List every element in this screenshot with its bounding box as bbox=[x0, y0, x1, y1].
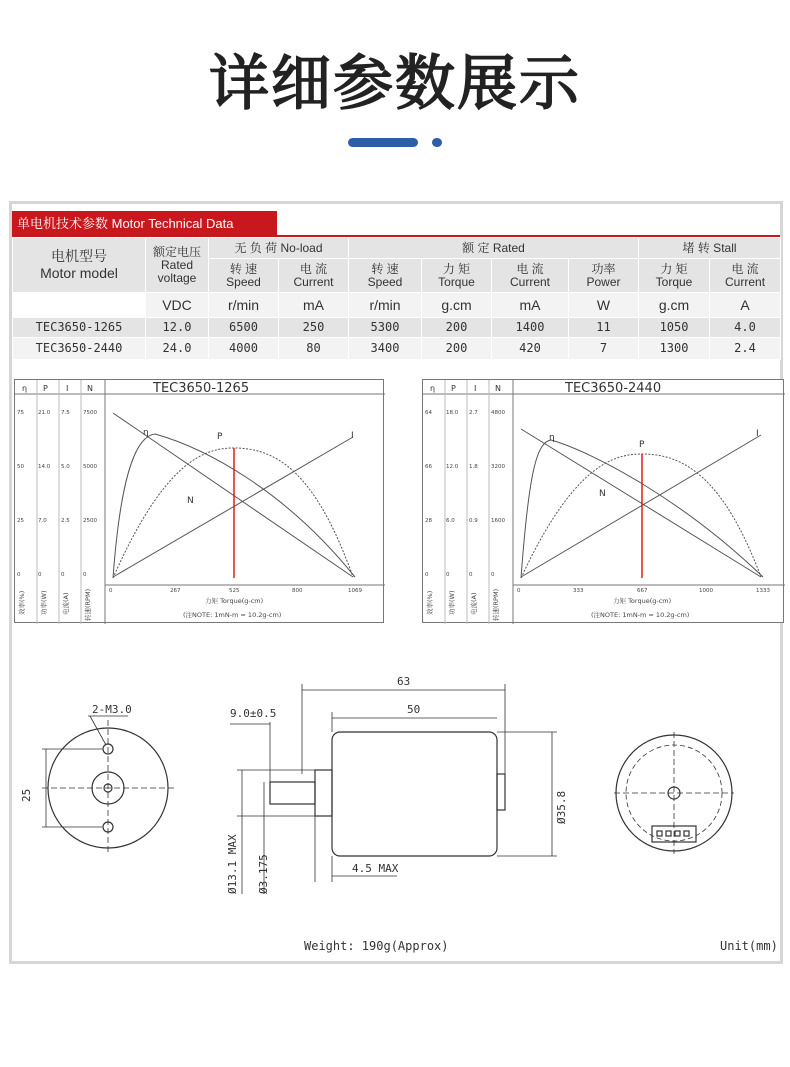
connector-pin bbox=[657, 831, 662, 836]
tick-label: 4800 bbox=[491, 410, 505, 416]
tick-label: 14.0 bbox=[38, 464, 51, 470]
front-boss bbox=[315, 770, 332, 816]
curve-label: P bbox=[639, 440, 645, 450]
scale-ticks bbox=[17, 410, 97, 578]
tick-label: 18.0 bbox=[446, 410, 459, 416]
model-header-en: Motor model bbox=[40, 265, 118, 281]
unit-cell: r/min bbox=[209, 293, 279, 318]
table-cell: 5300 bbox=[349, 318, 422, 338]
scale-head: I bbox=[474, 384, 477, 393]
scale-head: η bbox=[430, 384, 436, 393]
unit-cell: r/min bbox=[349, 293, 422, 318]
axis-label: 电流(A) bbox=[62, 592, 70, 615]
connector-pin bbox=[684, 831, 689, 836]
speed-line bbox=[521, 429, 761, 577]
weight-note: Weight: 190g(Approx) bbox=[304, 939, 449, 953]
rated-group-header: 额 定 Rated bbox=[349, 238, 639, 259]
tick-label: 7500 bbox=[83, 410, 97, 416]
col-header-en: Speed bbox=[226, 274, 261, 289]
tick-label: 66 bbox=[425, 464, 432, 470]
curve-label: I bbox=[351, 431, 354, 441]
table-row bbox=[13, 318, 781, 338]
unit-cell: mA bbox=[492, 293, 569, 318]
x-axis-label: 力矩 Torque(g-cm) bbox=[613, 597, 672, 605]
tick-label: 0 bbox=[469, 572, 473, 578]
performance-graph-2 bbox=[422, 379, 784, 623]
spec-panel bbox=[9, 201, 783, 964]
col-header-en: Speed bbox=[367, 274, 403, 289]
table-row bbox=[13, 338, 781, 360]
rear-view bbox=[614, 732, 734, 854]
x-tick: 1333 bbox=[756, 588, 770, 594]
table-cell: 11 bbox=[569, 318, 639, 338]
tick-label: 5000 bbox=[83, 464, 97, 470]
unit-cell: VDC bbox=[146, 293, 209, 318]
col-header bbox=[209, 259, 279, 293]
diameter-label: Ø35.8 bbox=[555, 790, 568, 824]
axis-label: 功率(W) bbox=[40, 590, 48, 615]
col-header bbox=[422, 259, 492, 293]
stall-group-header: 堵 转 Stall bbox=[639, 238, 781, 259]
model-header bbox=[13, 238, 146, 293]
tick-label: 12.0 bbox=[446, 464, 459, 470]
col-header-en: Current bbox=[509, 274, 550, 289]
axis-label: 效率(%) bbox=[18, 590, 26, 615]
table-cell: 200 bbox=[422, 318, 492, 338]
tick-label: 7.5 bbox=[61, 410, 70, 416]
table-cell: 4.0 bbox=[710, 318, 781, 338]
dimension-drawing bbox=[12, 654, 780, 964]
table-cell: 250 bbox=[279, 318, 349, 338]
tick-label: 0 bbox=[17, 572, 21, 578]
unit-cell: mA bbox=[279, 293, 349, 318]
x-tick: 667 bbox=[637, 588, 648, 594]
unit-cell: g.cm bbox=[639, 293, 710, 318]
table-cell: 6500 bbox=[209, 318, 279, 338]
rated-voltage-en1: Rated bbox=[160, 257, 194, 272]
tick-label: 2.5 bbox=[61, 518, 70, 524]
table-cell: TEC3650-2440 bbox=[13, 338, 146, 360]
performance-graph-1-svg bbox=[15, 380, 385, 624]
curve-label: η bbox=[549, 433, 555, 443]
spec-header: 单电机技术参数 Motor Technical Data bbox=[12, 211, 277, 237]
curve-label: N bbox=[187, 496, 194, 506]
table-cell: 2.4 bbox=[710, 338, 781, 360]
curve-label: P bbox=[217, 432, 223, 442]
unit-note: Unit(mm) bbox=[720, 939, 778, 953]
performance-graph-2-svg bbox=[423, 380, 785, 624]
col-header-cn: 转 速 bbox=[371, 261, 399, 276]
boss-diameter-label: Ø13.1 MAX bbox=[226, 834, 239, 894]
col-header-en: Torque bbox=[655, 274, 693, 289]
col-header-cn: 功率 bbox=[591, 261, 616, 276]
graph-note: (注NOTE: 1mN-m = 10.2g-cm) bbox=[183, 611, 282, 619]
x-ticks bbox=[109, 588, 362, 594]
table-cell: 12.0 bbox=[146, 318, 209, 338]
table-cell: TEC3650-1265 bbox=[13, 318, 146, 338]
tick-label: 5.0 bbox=[61, 464, 70, 470]
scale-head: P bbox=[451, 384, 456, 393]
tick-label: 1600 bbox=[491, 518, 505, 524]
performance-graph-1 bbox=[14, 379, 384, 623]
current-line bbox=[521, 435, 761, 577]
x-tick: 1000 bbox=[699, 588, 713, 594]
table-cell: 200 bbox=[422, 338, 492, 360]
table-cell: 80 bbox=[279, 338, 349, 360]
current-line bbox=[113, 437, 353, 577]
table-cell: 1300 bbox=[639, 338, 710, 360]
col-header-en: Torque bbox=[438, 274, 475, 289]
unit-spacer bbox=[13, 293, 146, 318]
front-view bbox=[42, 716, 174, 854]
model-header-cn: 电机型号 bbox=[51, 248, 107, 264]
rated-voltage-cn: 额定电压 bbox=[152, 244, 201, 259]
scale-head: N bbox=[495, 384, 501, 393]
tick-label: 2500 bbox=[83, 518, 97, 524]
rear-length-label: 4.5 MAX bbox=[352, 862, 399, 875]
curve-label: N bbox=[599, 489, 606, 499]
scale-head: I bbox=[66, 384, 69, 393]
tick-label: 0 bbox=[491, 572, 495, 578]
x-tick: 1069 bbox=[348, 588, 362, 594]
scale-head: P bbox=[43, 384, 48, 393]
x-tick: 333 bbox=[573, 588, 584, 594]
col-header bbox=[569, 259, 639, 293]
col-header bbox=[492, 259, 569, 293]
table-cell: 7 bbox=[569, 338, 639, 360]
tick-label: 50 bbox=[17, 464, 24, 470]
scale-ticks bbox=[425, 410, 505, 578]
axis-label: 电流(A) bbox=[470, 592, 478, 615]
curve-label: η bbox=[143, 428, 149, 438]
unit-cell: g.cm bbox=[422, 293, 492, 318]
table-cell: 420 bbox=[492, 338, 569, 360]
axis-label: 转速(RPM) bbox=[492, 588, 500, 621]
speed-line bbox=[113, 413, 353, 577]
col-header-cn: 电 流 bbox=[299, 261, 328, 276]
scale-head: η bbox=[22, 384, 28, 393]
table-cell: 4000 bbox=[209, 338, 279, 360]
axis-label: 转速(RPM) bbox=[84, 588, 92, 621]
scale-head: N bbox=[87, 384, 93, 393]
tick-label: 0 bbox=[83, 572, 87, 578]
col-header-en: Power bbox=[586, 274, 621, 289]
x-tick: 267 bbox=[170, 588, 181, 594]
x-tick: 0 bbox=[109, 588, 113, 594]
power-curve bbox=[521, 454, 761, 578]
curve-label: I bbox=[756, 429, 759, 439]
shaft-diameter-label: Ø3.175 bbox=[257, 854, 270, 894]
shaft bbox=[270, 782, 315, 804]
tick-label: 21.0 bbox=[38, 410, 51, 416]
rated-voltage-header bbox=[146, 238, 209, 293]
shaft-length-label: 9.0±0.5 bbox=[230, 707, 277, 720]
x-tick: 525 bbox=[229, 588, 240, 594]
axis-label: 功率(W) bbox=[448, 590, 456, 615]
tick-label: 0 bbox=[446, 572, 450, 578]
tick-label: 75 bbox=[17, 410, 24, 416]
col-header bbox=[349, 259, 422, 293]
rear-cap bbox=[497, 774, 505, 810]
tick-label: 6.0 bbox=[446, 518, 455, 524]
graph-title: TEC3650-2440 bbox=[565, 381, 662, 396]
col-header bbox=[639, 259, 710, 293]
col-header-en: Current bbox=[293, 274, 334, 289]
motor-body bbox=[332, 732, 497, 856]
graph-note: (注NOTE: 1mN-m = 10.2g-cm) bbox=[591, 611, 690, 619]
col-header bbox=[710, 259, 781, 293]
connector-pin bbox=[675, 831, 680, 836]
connector-pin bbox=[666, 831, 671, 836]
x-ticks bbox=[517, 588, 770, 594]
spec-table bbox=[12, 237, 781, 360]
tick-label: 1.8 bbox=[469, 464, 478, 470]
tick-label: 25 bbox=[17, 518, 24, 524]
x-tick: 0 bbox=[517, 588, 521, 594]
tick-label: 3200 bbox=[491, 464, 505, 470]
length-total-label: 63 bbox=[397, 675, 411, 688]
table-cell: 24.0 bbox=[146, 338, 209, 360]
tick-label: 0.9 bbox=[469, 518, 478, 524]
col-header-cn: 力 矩 bbox=[442, 261, 471, 276]
col-header-cn: 电 流 bbox=[731, 261, 759, 276]
tick-label: 2.7 bbox=[469, 410, 478, 416]
hole-spacing-label: 25 bbox=[20, 788, 33, 802]
length-body-label: 50 bbox=[407, 703, 421, 716]
table-cell: 1050 bbox=[639, 318, 710, 338]
tick-label: 0 bbox=[38, 572, 42, 578]
noload-group-header: 无 负 荷 No-load bbox=[209, 238, 349, 259]
col-header bbox=[279, 259, 349, 293]
tick-label: 0 bbox=[61, 572, 65, 578]
x-axis-label: 力矩 Torque(g-cm) bbox=[205, 597, 264, 605]
screw-label: 2-M3.0 bbox=[92, 703, 132, 716]
page-title: 详细参数展示 bbox=[209, 49, 581, 119]
table-cell: 1400 bbox=[492, 318, 569, 338]
col-header-cn: 转 速 bbox=[229, 261, 258, 276]
tick-label: 28 bbox=[425, 518, 432, 524]
graph-title: TEC3650-1265 bbox=[153, 381, 250, 396]
rated-voltage-en2: voltage bbox=[157, 270, 197, 285]
title-underline-bar bbox=[348, 138, 418, 147]
tick-label: 0 bbox=[425, 572, 429, 578]
col-header-cn: 电 流 bbox=[516, 261, 544, 276]
tick-label: 7.0 bbox=[38, 518, 47, 524]
power-curve bbox=[113, 448, 353, 578]
col-header-en: Current bbox=[725, 274, 766, 289]
unit-cell: W bbox=[569, 293, 639, 318]
unit-cell: A bbox=[710, 293, 781, 318]
tick-label: 64 bbox=[425, 410, 432, 416]
x-tick: 800 bbox=[292, 588, 303, 594]
col-header-cn: 力 矩 bbox=[660, 261, 688, 276]
title-underline-dot bbox=[432, 138, 442, 147]
table-cell: 3400 bbox=[349, 338, 422, 360]
axis-label: 效率(%) bbox=[426, 590, 434, 615]
